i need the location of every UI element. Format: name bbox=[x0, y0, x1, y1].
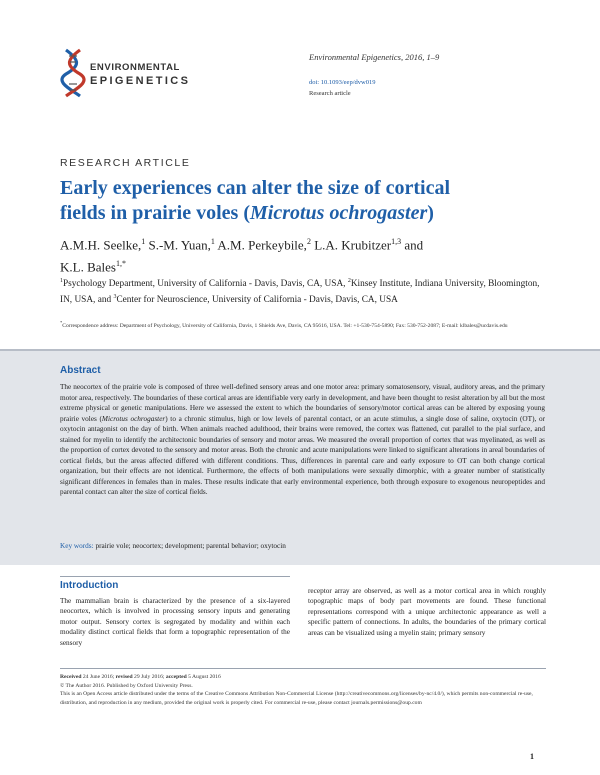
affil-1: Psychology Department, University of California - Davis, Davis, CA, USA, bbox=[63, 279, 348, 290]
author-4: L.A. Krubitzer bbox=[310, 237, 392, 253]
keywords-label: Key words: bbox=[60, 542, 94, 550]
title-species: Microtus ochrogaster bbox=[249, 202, 428, 224]
corresp-marker: * bbox=[60, 320, 63, 325]
author-2-affil: 1 bbox=[210, 237, 215, 246]
corresp-text: Correspondence address: Department of Psychology, University of California, Davis, 1 Shields Ave, Davis, CA 95616, USA. Tel: +1-530-754-5890; Fax: 530-752-2087; E-mail: klbales@ucdavis.edu bbox=[62, 322, 508, 329]
author-3-affil: 2 bbox=[306, 237, 311, 246]
revised-date: 29 July 2016; bbox=[132, 674, 166, 680]
affiliations bbox=[60, 275, 550, 306]
author-1-affil: 1 bbox=[141, 237, 146, 246]
copyright: © The Author 2016. Published by Oxford University Press. bbox=[60, 682, 193, 689]
author-2: S.-M. Yuan, bbox=[145, 237, 211, 253]
article-title bbox=[60, 176, 500, 226]
abstract-species: Microtus ochrogaster bbox=[101, 414, 166, 423]
affil-1-num: 1 bbox=[60, 278, 63, 284]
abstract-text bbox=[60, 382, 545, 498]
author-3: A.M. Perkeybile, bbox=[214, 237, 307, 253]
journal-info bbox=[309, 52, 439, 99]
logo-line-1: ENVIRONMENTAL bbox=[90, 62, 180, 73]
intro-column-1: The mammalian brain is characterized by the presence of a six-layered neocortex, which is involved in processing sensory inputs and generating motor output. Sensory cortex is segregated by modality and within each modality distinct cortical fields that form a topographic representation of the sensory bbox=[60, 597, 290, 647]
dna-helix-icon bbox=[60, 48, 86, 98]
journal-logo bbox=[60, 48, 200, 98]
dates-line bbox=[60, 673, 546, 682]
page-number: 1 bbox=[530, 752, 534, 761]
intro-heading: Introduction bbox=[60, 580, 119, 591]
accepted-date: 5 August 2016 bbox=[186, 674, 221, 680]
journal-citation: Environmental Epigenetics, 2016, 1–9 bbox=[309, 52, 440, 62]
title-main: Early experiences can alter the size of cortical fields in prairie voles ( bbox=[60, 177, 451, 224]
doi-link[interactable]: doi: 10.1093/eep/dvw019 bbox=[309, 79, 376, 86]
author-list bbox=[60, 232, 490, 277]
author-5: K.L. Bales bbox=[60, 259, 116, 275]
abstract-part-1: The neocortex of the prairie vole is composed of three well-defined sensory areas and one motor area: primary somatosensory, visual, auditory areas, and the primary motor area, respectively. The boundaries of these cortical areas are identifiable very early in development, and have been thought to resist alteration by all but the most extreme physical or genetic manipulations. Here we assessed the extent to which the boundaries of sensory/motor cortical areas can be altered by exposing young prairie voles ( bbox=[60, 383, 545, 423]
footer-divider bbox=[60, 668, 546, 669]
license-text: This is an Open Access article distributed under the terms of the Creative Commons Attribution Non-Commercial License (http://creativecommons.org/licenses/by-nc/4.0/), which permits non-commercial re-use, distribution, and reproduction in any medium, provided the original work is properly cited. For commercial re-use, please contact journals.permissions@oup.com bbox=[60, 691, 533, 706]
author-5-affil: 1,* bbox=[115, 259, 126, 269]
intro-column-2: receptor array are observed, as well as a motor cortical area in which roughly topographic maps of body part movements are found. These functional representations correspond with a unique architectonic appearance as well a specific pattern of connections. In adults, the boundaries of the primary cortical areas can be visualized using a myelin stain; primary sensory bbox=[308, 587, 546, 637]
received-date: 24 June 2016; bbox=[81, 674, 116, 680]
article-type: Research article bbox=[309, 90, 351, 97]
author-1: A.M.H. Seelke, bbox=[60, 237, 142, 253]
accepted-label: accepted bbox=[165, 674, 187, 680]
abstract-heading: Abstract bbox=[60, 365, 101, 376]
author-4-affil: 1,3 bbox=[391, 237, 402, 246]
author-and: and bbox=[401, 237, 424, 253]
intro-divider bbox=[60, 576, 290, 577]
logo-line-2: EPIGENETICS bbox=[90, 75, 191, 87]
affil-3-num: 3 bbox=[113, 293, 117, 300]
abstract-section bbox=[0, 349, 600, 565]
correspondence bbox=[60, 319, 550, 330]
affil-2-num: 2 bbox=[347, 278, 351, 284]
affil-2: Kinsey Institute, Indiana University, Bloomington, IN, USA, and bbox=[60, 279, 540, 305]
keywords bbox=[60, 542, 286, 550]
revised-label: revised bbox=[115, 674, 133, 680]
abstract-part-2: ) to a chronic stimulus, high or low levels of parental contact, or an acute stimulus, a single dose of saline, oxytocin (OT), or oxytocin antagonist on the day of birth. When animals reached adulthood, their brains were removed, the cortex was flattened, cut parallel to the pial surface, and stained for myelin to identify the architectonic boundaries of sensory and motor areas. We measured the overall proportion of cortex that was myelinated, as well as the proportion of cortex devoted to the sensory and motor areas. Both the chronic and acute manipulations were linked to significant alterations in areal boundaries of cortical fields, but the areas affected differed with different conditions. Thus, differences in parental care and early exposure to OT can both change cortical organization, but their effects are not identical. Furthermore, the effects of both manipulations were sexually dimorphic, with a greater number of statistically significant differences in females than in males. These results indicate that early environmental experience, both through exposure to exogenous neuropeptides and parental contact can alter the size of cortical fields. bbox=[60, 414, 545, 497]
footer bbox=[60, 673, 546, 707]
keywords-list: prairie vole; neocortex; development; parental behavior; oxytocin bbox=[93, 542, 286, 550]
title-end: ) bbox=[427, 202, 434, 224]
section-label: RESEARCH ARTICLE bbox=[60, 157, 191, 169]
affil-3: Center for Neuroscience, University of California - Davis, Davis, CA, USA bbox=[116, 294, 398, 305]
received-label: Received bbox=[60, 674, 82, 680]
